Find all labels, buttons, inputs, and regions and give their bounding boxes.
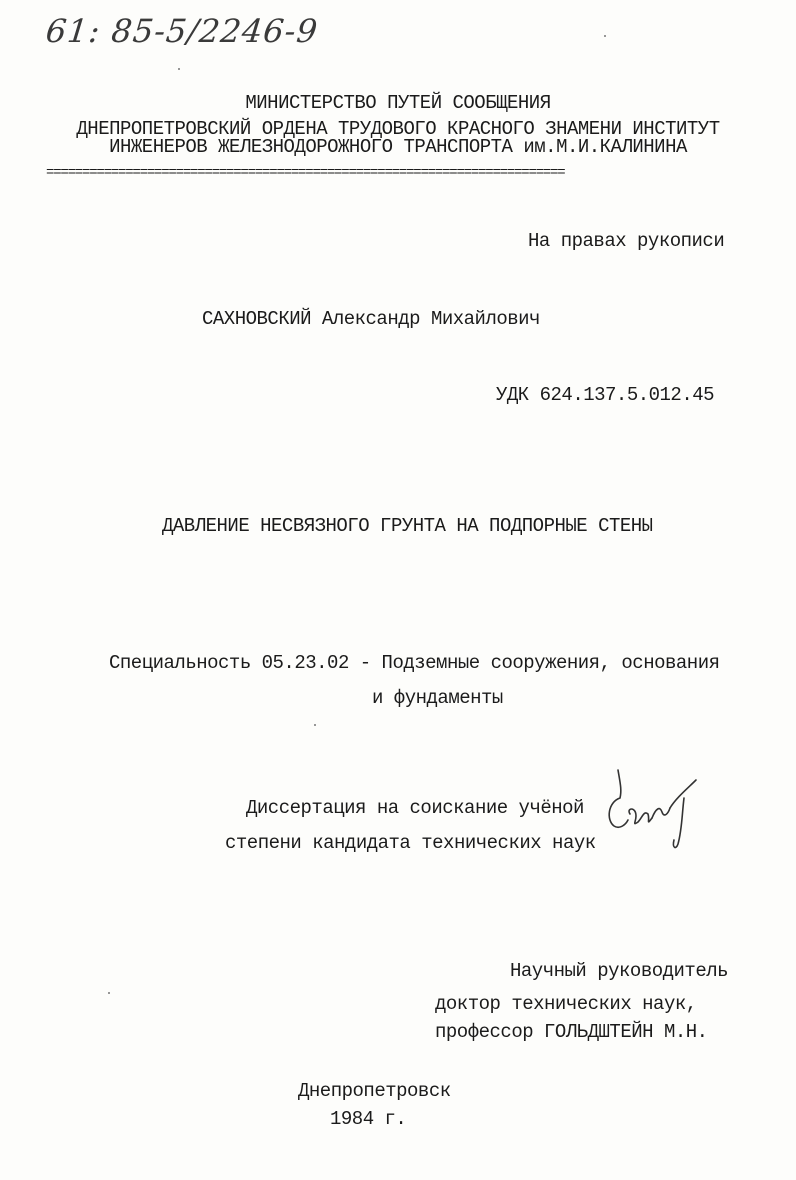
dissertation-purpose-line-2: степени кандидата технических наук (225, 832, 596, 854)
city: Днепропетровск (298, 1080, 451, 1102)
manuscript-note: На правах рукописи (528, 230, 725, 252)
specialty-line-2: и фундаменты (372, 687, 503, 709)
author-name: САХНОВСКИЙ Александр Михайлович (202, 308, 540, 330)
header-separator: ======================================================================== (46, 166, 565, 180)
supervisor-name: профессор ГОЛЬДШТЕЙН М.Н. (435, 1021, 708, 1043)
paper-speck (178, 68, 180, 70)
udc-code: УДК 624.137.5.012.45 (496, 384, 715, 406)
institute-name-line-1: ДНЕПРОПЕТРОВСКИЙ ОРДЕНА ТРУДОВОГО КРАСНОГО ЗНАМЕНИ ИНСТИТУТ (76, 118, 720, 140)
supervisor-degree: доктор технических наук, (435, 993, 697, 1015)
paper-speck (604, 35, 606, 37)
year: 1984 г. (330, 1108, 407, 1130)
institute-name-line-2: ИНЖЕНЕРОВ ЖЕЛЕЗНОДОРОЖНОГО ТРАНСПОРТА им.М.И.КАЛИНИНА (109, 136, 687, 158)
archive-number-handwritten: 61: 85-5/2246-9 (44, 12, 320, 50)
dissertation-purpose-line-1: Диссертация на соискание учёной (246, 797, 584, 819)
paper-speck (108, 992, 110, 994)
dissertation-title: ДАВЛЕНИЕ НЕСВЯЗНОГО ГРУНТА НА ПОДПОРНЫЕ СТЕНЫ (162, 515, 653, 537)
specialty-line-1: Специальность 05.23.02 - Подземные сооружения, основания (109, 652, 720, 674)
supervisor-label: Научный руководитель (510, 960, 729, 982)
ministry-name: МИНИСТЕРСТВО ПУТЕЙ СООБЩЕНИЯ (245, 92, 551, 114)
author-signature-icon (598, 768, 708, 858)
paper-speck (314, 724, 316, 726)
